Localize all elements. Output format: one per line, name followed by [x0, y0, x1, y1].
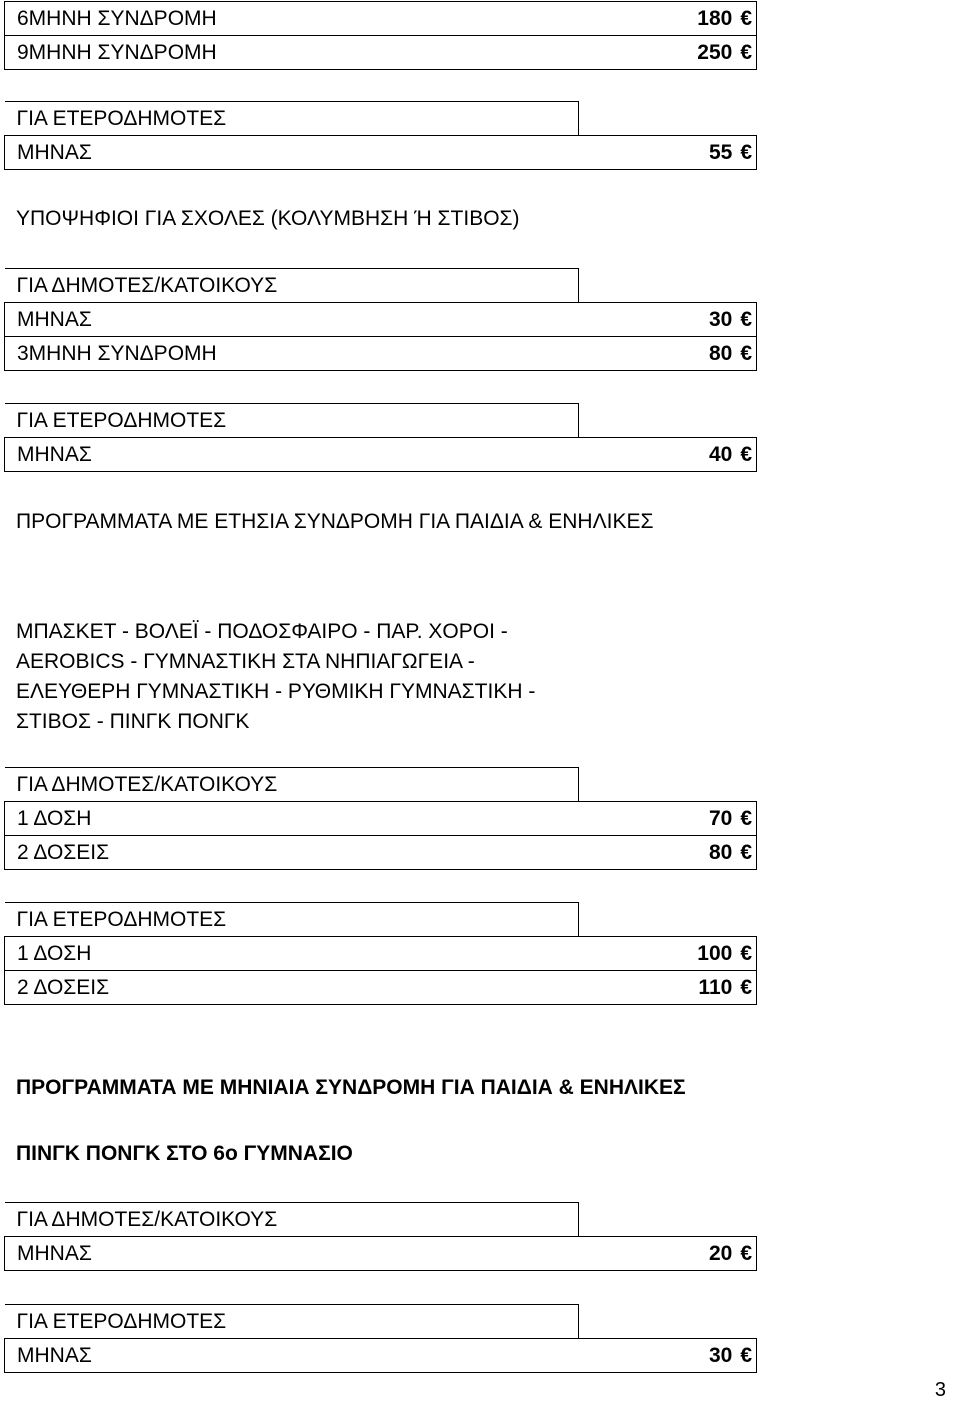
section-heading: ΠΡΟΓΡΑΜΜΑΤΑ ΜΕ ΕΤΗΣΙΑ ΣΥΝΔΡΟΜΗ ΓΙΑ ΠΑΙΔΙΑ & ΕΝΗΛΙΚΕΣ [16, 510, 654, 533]
row-price: 40 € [579, 438, 757, 472]
table-header: ΓΙΑ ΕΤΕΡΟΔΗΜΟΤΕΣ [5, 903, 579, 937]
euro-sign: € [740, 443, 752, 466]
euro-sign: € [740, 1344, 752, 1367]
row-price: 100 € [579, 937, 757, 971]
table-row [5, 836, 757, 870]
euro-sign: € [740, 1242, 752, 1265]
header-spacer [579, 903, 757, 937]
row-price: 180 € [579, 2, 757, 36]
section-subheading: ΠΙΝΓΚ ΠΟΝΓΚ ΣΤΟ 6ο ΓΥΜΝΑΣΙΟ [16, 1142, 353, 1165]
row-price: 30 € [579, 1339, 757, 1373]
row-price: 20 € [579, 1237, 757, 1271]
table-row [5, 1237, 757, 1271]
row-label: 2 ΔΟΣΕΙΣ [5, 971, 579, 1005]
euro-sign: € [740, 841, 752, 864]
row-label: 1 ΔΟΣΗ [5, 802, 579, 836]
table-row [5, 303, 757, 337]
euro-sign: € [740, 7, 752, 30]
activities-paragraph: ΜΠΑΣΚΕΤ - ΒΟΛΕΪ - ΠΟΔΟΣΦΑΙΡΟ - ΠΑΡ. ΧΟΡΟΙ - AEROBICS - ΓΥΜΝΑΣΤΙΚΗ ΣΤΑ ΝΗΠΙΑΓΩΓΕΙΑ - ΕΛΕΥΘΕΡΗ ΓΥΜΝΑΣΤΙΚΗ - ΡΥΘΜΙΚΗ ΓΥΜΝΑΣΤΙΚΗ - ΣΤΙΒΟΣ - ΠΙΝΓΚ ΠΟΝΓΚ [16, 620, 536, 733]
price-table-residents-1 [0, 268, 960, 371]
row-label: ΜΗΝΑΣ [5, 1237, 579, 1271]
table-row [5, 971, 757, 1005]
table-row [5, 36, 757, 70]
table-header: ΓΙΑ ΕΤΕΡΟΔΗΜΟΤΕΣ [5, 102, 579, 136]
table-header: ΓΙΑ ΔΗΜΟΤΕΣ/ΚΑΤΟΙΚΟΥΣ [5, 768, 579, 802]
section-heading: ΠΡΟΓΡΑΜΜΑΤΑ ΜΕ ΜΗΝΙΑΙΑ ΣΥΝΔΡΟΜΗ ΓΙΑ ΠΑΙΔΙΑ & ΕΝΗΛΙΚΕΣ [16, 1076, 686, 1099]
row-price: 55 € [579, 136, 757, 170]
table-row [5, 937, 757, 971]
price-table-top [0, 1, 960, 70]
euro-sign: € [740, 342, 752, 365]
table-header: ΓΙΑ ΔΗΜΟΤΕΣ/ΚΑΤΟΙΚΟΥΣ [5, 269, 579, 303]
row-label: ΜΗΝΑΣ [5, 303, 579, 337]
header-spacer [579, 269, 757, 303]
euro-sign: € [740, 807, 752, 830]
header-spacer [579, 1305, 757, 1339]
table-header: ΓΙΑ ΔΗΜΟΤΕΣ/ΚΑΤΟΙΚΟΥΣ [5, 1203, 579, 1237]
price-table-residents-3 [0, 1202, 960, 1271]
table-row [5, 802, 757, 836]
price-table-nonresidents-4 [0, 1304, 960, 1373]
row-price: 250 € [579, 36, 757, 70]
header-spacer [579, 768, 757, 802]
table-row [5, 1339, 757, 1373]
table-row [5, 438, 757, 472]
header-spacer [579, 102, 757, 136]
table-row [5, 2, 757, 36]
table-header: ΓΙΑ ΕΤΕΡΟΔΗΜΟΤΕΣ [5, 1305, 579, 1339]
row-label: 2 ΔΟΣΕΙΣ [5, 836, 579, 870]
page-number: 3 [934, 1379, 946, 1401]
row-label: ΜΗΝΑΣ [5, 1339, 579, 1373]
header-spacer [579, 404, 757, 438]
row-price: 110 € [579, 971, 757, 1005]
row-price: 30 € [579, 303, 757, 337]
euro-sign: € [740, 942, 752, 965]
row-price: 80 € [579, 337, 757, 371]
euro-sign: € [740, 308, 752, 331]
row-label: ΜΗΝΑΣ [5, 438, 579, 472]
row-label: ΜΗΝΑΣ [5, 136, 579, 170]
price-table-nonresidents-1 [0, 101, 960, 170]
euro-sign: € [740, 41, 752, 64]
price-table-residents-2 [0, 767, 960, 870]
table-header: ΓΙΑ ΕΤΕΡΟΔΗΜΟΤΕΣ [5, 404, 579, 438]
table-row [5, 136, 757, 170]
header-spacer [579, 1203, 757, 1237]
row-label: 6ΜΗΝΗ ΣΥΝΔΡΟΜΗ [5, 2, 579, 36]
row-price: 80 € [579, 836, 757, 870]
euro-sign: € [740, 976, 752, 999]
row-price: 70 € [579, 802, 757, 836]
euro-sign: € [740, 141, 752, 164]
section-heading: ΥΠΟΨΗΦΙΟΙ ΓΙΑ ΣΧΟΛΕΣ (ΚΟΛΥΜΒΗΣΗ Ή ΣΤΙΒΟΣ) [16, 207, 520, 230]
price-table-nonresidents-3 [0, 902, 960, 1005]
row-label: 9ΜΗΝΗ ΣΥΝΔΡΟΜΗ [5, 36, 579, 70]
price-table-nonresidents-2 [0, 403, 960, 472]
table-row [5, 337, 757, 371]
row-label: 1 ΔΟΣΗ [5, 937, 579, 971]
row-label: 3ΜΗΝΗ ΣΥΝΔΡΟΜΗ [5, 337, 579, 371]
